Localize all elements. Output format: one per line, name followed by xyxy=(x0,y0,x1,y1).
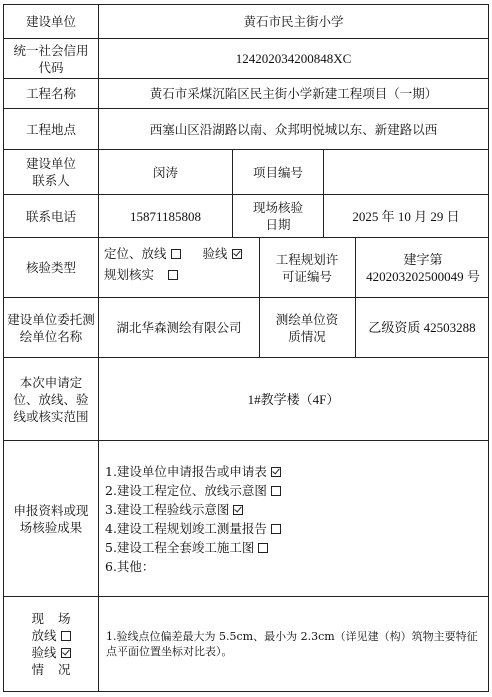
value-verify-date: 2025 年 10 月 29 日 xyxy=(352,208,460,224)
option-guihua-label: 规划核实 xyxy=(104,267,155,282)
value-credit-code: 124202034200848XC xyxy=(235,51,352,66)
label-project-name: 工程名称 xyxy=(25,86,76,101)
label-survey-unit: 建设单位委托测绘单位名称 xyxy=(7,311,95,344)
value-project-location: 西塞山区沿湖路以南、众邦明悦城以东、新建路以西 xyxy=(149,121,438,137)
value-scope: 1#教学楼（4F） xyxy=(247,391,340,407)
material-item-2: 2.建设工程定位、放线示意图 xyxy=(105,483,281,498)
material-item-6: 6.其他： xyxy=(105,558,155,574)
material-item-4: 4.建设工程规划竣工测量报告 xyxy=(105,521,281,536)
value-project-no xyxy=(324,150,488,194)
label-phone: 联系电话 xyxy=(25,208,76,224)
checkbox-site-fangxian[interactable] xyxy=(61,631,71,641)
material-item-1: 1.建设单位申请报告或申请表 xyxy=(105,464,281,479)
option-yanxian-label: 验线 xyxy=(202,246,228,261)
value-phone: 15871185808 xyxy=(129,208,202,224)
value-survey-unit: 湖北华森测绘有限公司 xyxy=(116,320,242,335)
value-survey-qualification: 乙级资质 42503288 xyxy=(368,320,476,335)
option-dingwei-label: 定位、放线 xyxy=(104,246,167,261)
checkbox-material-5[interactable] xyxy=(258,543,268,553)
value-contact: 闵涛 xyxy=(152,164,178,180)
checkbox-material-4[interactable] xyxy=(271,524,281,534)
column-divider xyxy=(259,237,260,357)
checkbox-material-1[interactable] xyxy=(271,467,281,477)
checkbox-yanxian[interactable] xyxy=(232,249,242,259)
materials-list xyxy=(105,441,485,596)
label-construction-unit: 建设单位 xyxy=(25,14,76,29)
label-verify-type: 核验类型 xyxy=(25,260,76,275)
material-item-3: 3.建设工程验线示意图 xyxy=(105,502,281,517)
label-project-location: 工程地点 xyxy=(25,121,76,137)
label-credit-code: 统一社会信用代码 xyxy=(13,42,89,75)
table-border-bottom xyxy=(3,691,489,692)
label-verify-date: 现场核验日期 xyxy=(252,200,303,232)
checkbox-site-yanxian[interactable] xyxy=(61,648,71,658)
label-project-no: 项目编号 xyxy=(252,164,303,180)
checkbox-material-2[interactable] xyxy=(271,486,281,496)
checkbox-guihua[interactable] xyxy=(168,270,178,280)
verification-form xyxy=(3,4,489,692)
verify-type-options xyxy=(104,246,256,290)
checkbox-material-3[interactable] xyxy=(233,505,243,515)
checkbox-dingwei[interactable] xyxy=(171,249,181,259)
label-site-situation: 现场 放线 验线 情况 xyxy=(31,611,85,677)
material-item-5: 5.建设工程全套竣工施工图 xyxy=(105,540,281,555)
label-contact: 建设单位联系人 xyxy=(25,156,76,188)
label-materials: 申报资料或现场核验成果 xyxy=(13,502,89,535)
label-permit-no: 工程规划许可证编号 xyxy=(275,251,339,284)
value-site-situation: 1.验线点位偏差最大为 5.5cm、最小为 2.3cm（详见建（构）筑物主要特征点平面位置坐标对比表）。 xyxy=(106,630,478,658)
value-construction-unit: 黄石市民主街小学 xyxy=(243,14,344,29)
value-permit-no: 建字第 420203202500049 号 xyxy=(366,251,480,284)
value-project-name: 黄石市采煤沉陷区民主街小学新建工程项目（一期） xyxy=(149,86,438,101)
label-scope: 本次申请定位、放线、验线或核实范围 xyxy=(13,374,89,424)
label-survey-qualification: 测绘单位资质情况 xyxy=(275,311,339,344)
